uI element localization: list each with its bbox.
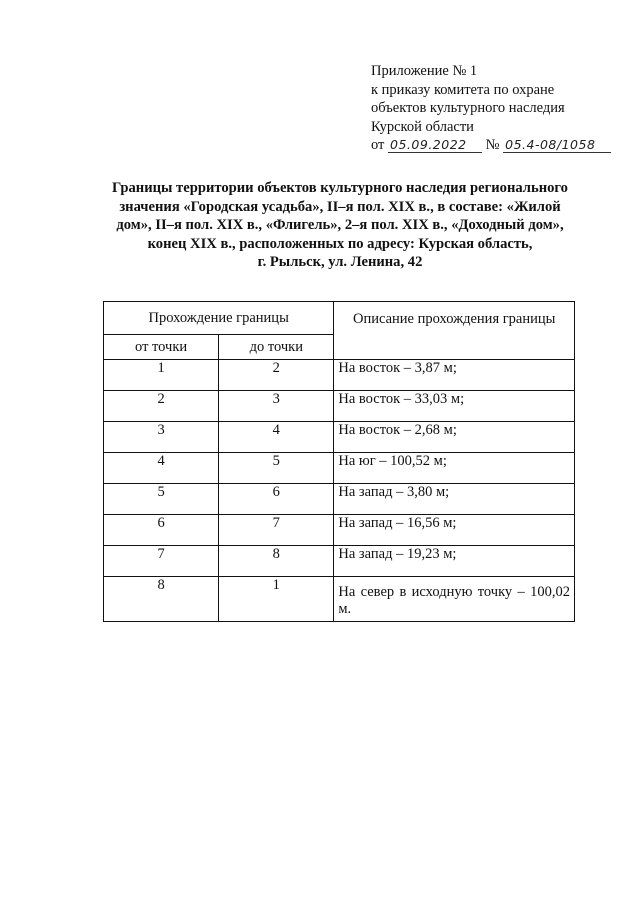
- to-point-cell: 6: [219, 484, 334, 515]
- to-point-cell: 7: [219, 515, 334, 546]
- description-cell: На юг – 100,52 м;: [334, 453, 575, 484]
- from-point-cell: 4: [104, 453, 219, 484]
- table-row: [104, 360, 575, 391]
- table-row: [104, 453, 575, 484]
- header-boundary-description: Описание прохождения границы: [334, 302, 575, 360]
- description-cell: На восток – 2,68 м;: [334, 422, 575, 453]
- from-point-cell: 8: [104, 577, 219, 622]
- from-point-cell: 1: [104, 360, 219, 391]
- from-label: от: [371, 137, 385, 153]
- appendix-header: [371, 62, 631, 155]
- table-row: [104, 515, 575, 546]
- appendix-region-line: Курской области: [371, 118, 474, 135]
- from-point-cell: 6: [104, 515, 219, 546]
- to-point-cell: 4: [219, 422, 334, 453]
- appendix-number: Приложение № 1: [371, 63, 478, 79]
- table-row: [104, 546, 575, 577]
- to-point-cell: 2: [219, 360, 334, 391]
- appendix-committee-line: объектов культурного наследия: [371, 100, 565, 116]
- to-point-cell: 1: [219, 577, 334, 622]
- appendix-order-line: к приказу комитета по охране: [371, 81, 555, 98]
- title-line: Границы территории объектов культурного наследия регионального: [112, 180, 568, 196]
- title-line: г. Рыльск, ул. Ленина, 42: [257, 254, 423, 271]
- description-cell: На запад – 3,80 м;: [334, 484, 575, 515]
- to-point-cell: 5: [219, 453, 334, 484]
- header-boundary-passage: Прохождение границы: [104, 302, 334, 335]
- table-row: [104, 577, 575, 622]
- handwritten-date: 05.09.2022: [388, 137, 482, 153]
- order-date-number: [371, 136, 631, 155]
- document-title: [95, 179, 585, 272]
- number-label: №: [485, 137, 500, 153]
- from-point-cell: 5: [104, 484, 219, 515]
- from-point-cell: 7: [104, 546, 219, 577]
- description-cell: На север в исходную точку – 100,02 м.: [334, 577, 575, 622]
- table-row: [104, 391, 575, 422]
- boundary-table: [103, 301, 575, 622]
- description-cell: На восток – 33,03 м;: [334, 391, 575, 422]
- description-cell: На запад – 16,56 м;: [334, 515, 575, 546]
- header-from-point: от точки: [104, 335, 219, 360]
- header-to-point: до точки: [219, 335, 334, 360]
- title-line: дом», II–я пол. XIX в., «Флигель», 2–я пол. XIX в., «Доходный дом»,: [116, 217, 564, 234]
- from-point-cell: 3: [104, 422, 219, 453]
- handwritten-order-number: 05.4-08/1058: [503, 137, 611, 153]
- to-point-cell: 3: [219, 391, 334, 422]
- description-cell: На запад – 19,23 м;: [334, 546, 575, 577]
- title-line: значения «Городская усадьба», II–я пол. XIX в., в составе: «Жилой: [119, 198, 561, 215]
- table-row: [104, 484, 575, 515]
- to-point-cell: 8: [219, 546, 334, 577]
- from-point-cell: 2: [104, 391, 219, 422]
- table-row: [104, 422, 575, 453]
- description-cell: На восток – 3,87 м;: [334, 360, 575, 391]
- title-line: конец XIX в., расположенных по адресу: Курская область,: [147, 235, 533, 252]
